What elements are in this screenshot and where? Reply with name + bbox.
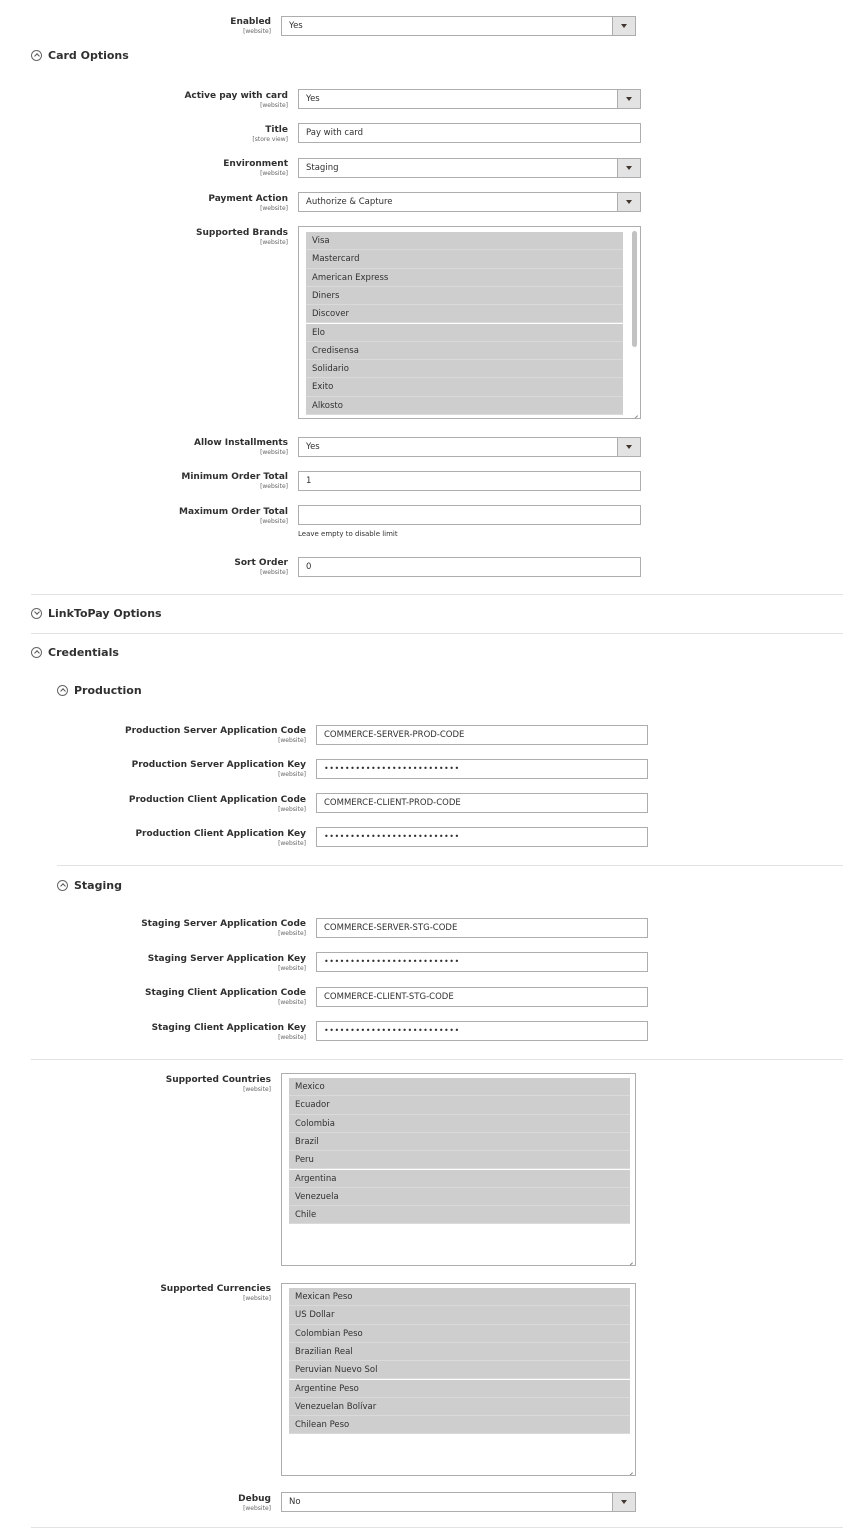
stg-server-key-input[interactable]	[316, 952, 648, 972]
linktopay-options-header[interactable]	[31, 607, 162, 621]
prod-client-key-value: ••••••••••••••••••••••••••	[324, 832, 460, 841]
divider	[31, 1527, 843, 1528]
stg-client-key-input[interactable]	[316, 1021, 648, 1041]
prod-client-key-input[interactable]	[316, 827, 648, 847]
active-pay-with-card-select[interactable]	[298, 89, 641, 109]
chevron-down-icon	[612, 1493, 635, 1511]
allow-installments-select[interactable]	[298, 437, 641, 457]
payment-action-label	[208, 194, 288, 214]
stg-server-code-label-text: Staging Server Application Code	[141, 919, 306, 929]
collapse-icon	[31, 647, 42, 658]
stg-client-key-value: ••••••••••••••••••••••••••	[324, 1026, 460, 1035]
min-order-total-label	[181, 472, 288, 492]
scope-website: [website]	[260, 483, 288, 490]
max-order-total-input[interactable]	[298, 505, 641, 525]
country-option[interactable]: Chile	[289, 1206, 630, 1224]
stg-server-code-input[interactable]	[316, 918, 648, 938]
scope-website: [website]	[260, 518, 288, 525]
max-order-total-label	[179, 507, 288, 527]
linktopay-title: LinkToPay Options	[48, 607, 162, 620]
expand-icon	[31, 608, 42, 619]
allow-installments-label	[194, 438, 288, 458]
currency-option[interactable]: Chilean Peso	[289, 1416, 630, 1434]
staging-title: Staging	[74, 879, 122, 892]
active-label-text: Active pay with card	[184, 91, 288, 101]
max-order-total-label-text: Maximum Order Total	[178, 507, 288, 517]
title-value: Pay with card	[306, 128, 364, 138]
scope-website: [website]	[278, 965, 306, 972]
title-input[interactable]	[298, 123, 641, 143]
environment-label-text: Environment	[223, 159, 288, 169]
collapse-icon	[57, 880, 68, 891]
scope-website: [website]	[243, 1505, 271, 1512]
scope-website: [website]	[243, 1086, 271, 1093]
brand-option[interactable]: Discover	[306, 305, 623, 323]
max-order-total-note: Leave empty to disable limit	[298, 530, 398, 538]
currency-option[interactable]: Colombian Peso	[289, 1325, 630, 1343]
sort-order-label	[234, 558, 288, 578]
brand-option[interactable]: American Express	[306, 269, 623, 287]
chevron-down-icon	[612, 17, 635, 35]
scope-website: [website]	[260, 239, 288, 246]
supported-countries-label-text: Supported Countries	[165, 1075, 271, 1085]
prod-server-key-label-text: Production Server Application Key	[131, 760, 306, 770]
stg-client-code-input[interactable]	[316, 987, 648, 1007]
payment-action-select[interactable]	[298, 192, 641, 212]
scrollbar-thumb[interactable]	[632, 231, 637, 347]
enabled-select[interactable]	[281, 16, 636, 36]
min-order-total-input[interactable]	[298, 471, 641, 491]
country-option[interactable]: Brazil	[289, 1133, 630, 1151]
scope-website: [website]	[260, 449, 288, 456]
prod-client-code-input[interactable]	[316, 793, 648, 813]
supported-currencies-label	[160, 1284, 271, 1304]
divider	[57, 865, 843, 866]
currency-option[interactable]: US Dollar	[289, 1306, 630, 1324]
sort-order-input[interactable]	[298, 557, 641, 577]
scope-store-view: [store view]	[252, 136, 288, 143]
allow-installments-label-text: Allow Installments	[194, 438, 288, 448]
scope-website: [website]	[278, 1034, 306, 1041]
debug-label	[238, 1494, 271, 1514]
prod-server-code-value: COMMERCE-SERVER-PROD-CODE	[324, 730, 465, 740]
scope-website: [website]	[278, 840, 306, 847]
debug-label-text: Debug	[238, 1494, 271, 1504]
resize-handle-icon[interactable]	[627, 1257, 634, 1264]
scope-website: [website]	[278, 737, 306, 744]
allow-installments-value: Yes	[306, 442, 320, 452]
brand-option[interactable]: Visa	[306, 232, 623, 250]
country-option[interactable]: Peru	[289, 1151, 630, 1169]
collapse-icon	[57, 685, 68, 696]
brand-option[interactable]: Exito	[306, 378, 623, 396]
enabled-label	[230, 17, 271, 37]
enabled-value: Yes	[289, 21, 303, 31]
currency-option[interactable]: Brazilian Real	[289, 1343, 630, 1361]
prod-client-code-label	[129, 795, 306, 815]
prod-server-key-label	[132, 760, 306, 780]
enabled-label-text: Enabled	[230, 17, 271, 27]
brand-option[interactable]: Diners	[306, 287, 623, 305]
debug-value: No	[289, 1497, 301, 1507]
prod-client-code-label-text: Production Client Application Code	[128, 795, 306, 805]
prod-client-key-label	[135, 829, 306, 849]
scope-website: [website]	[260, 569, 288, 576]
brand-option[interactable]: Credisensa	[306, 342, 623, 360]
chevron-down-icon	[617, 159, 640, 177]
environment-select[interactable]	[298, 158, 641, 178]
country-option[interactable]: Mexico	[289, 1078, 630, 1096]
chevron-down-icon	[617, 438, 640, 456]
resize-handle-icon[interactable]	[627, 1467, 634, 1474]
currency-option[interactable]: Mexican Peso	[289, 1288, 630, 1306]
prod-server-code-label-text: Production Server Application Code	[125, 726, 306, 736]
stg-server-code-label	[141, 919, 306, 939]
brand-option[interactable]: Elo	[306, 324, 623, 342]
payment-action-value: Authorize & Capture	[306, 197, 393, 207]
scope-website: [website]	[243, 28, 271, 35]
supported-brands-multiselect[interactable]	[298, 226, 641, 419]
supported-brands-label	[196, 228, 288, 248]
resize-handle-icon[interactable]	[632, 410, 639, 417]
title-label	[252, 125, 288, 145]
scope-website: [website]	[260, 170, 288, 177]
stg-client-code-label	[145, 988, 306, 1008]
credentials-header[interactable]	[31, 646, 119, 660]
payment-action-label-text: Payment Action	[208, 194, 288, 204]
environment-label	[223, 159, 288, 179]
scope-website: [website]	[278, 999, 306, 1006]
prod-client-code-value: COMMERCE-CLIENT-PROD-CODE	[324, 798, 461, 808]
scope-website: [website]	[278, 806, 306, 813]
stg-client-code-value: COMMERCE-CLIENT-STG-CODE	[324, 992, 454, 1002]
brand-option[interactable]: Alkosto	[306, 397, 623, 415]
country-option[interactable]: Venezuela	[289, 1188, 630, 1206]
prod-server-code-input[interactable]	[316, 725, 648, 745]
supported-currencies-label-text: Supported Currencies	[160, 1284, 271, 1294]
country-option[interactable]: Argentina	[289, 1170, 630, 1188]
scope-website: [website]	[260, 102, 288, 109]
divider	[31, 633, 843, 634]
prod-server-code-label	[125, 726, 306, 746]
stg-server-key-label	[148, 954, 306, 974]
divider	[31, 594, 843, 595]
supported-currencies-multiselect[interactable]	[281, 1283, 636, 1476]
collapse-icon	[31, 50, 42, 61]
scope-website: [website]	[260, 205, 288, 212]
stg-client-code-label-text: Staging Client Application Code	[145, 988, 306, 998]
production-header[interactable]	[57, 684, 142, 698]
staging-header[interactable]	[57, 879, 122, 893]
stg-server-key-label-text: Staging Server Application Key	[147, 954, 306, 964]
currency-option[interactable]: Peruvian Nuevo Sol	[289, 1361, 630, 1379]
card-options-title: Card Options	[48, 49, 129, 62]
prod-server-key-value: ••••••••••••••••••••••••••	[324, 764, 460, 773]
environment-value: Staging	[306, 163, 339, 173]
credentials-title: Credentials	[48, 646, 119, 659]
supported-countries-multiselect[interactable]	[281, 1073, 636, 1266]
divider	[31, 1059, 843, 1060]
currency-option[interactable]: Argentine Peso	[289, 1380, 630, 1398]
brand-option[interactable]: Solidario	[306, 360, 623, 378]
country-option[interactable]: Colombia	[289, 1115, 630, 1133]
min-order-total-label-text: Minimum Order Total	[181, 472, 288, 482]
supported-brands-label-text: Supported Brands	[196, 228, 288, 238]
country-option[interactable]: Ecuador	[289, 1096, 630, 1114]
production-title: Production	[74, 684, 142, 697]
scope-website: [website]	[278, 771, 306, 778]
sort-order-label-text: Sort Order	[234, 558, 288, 568]
scope-website: [website]	[243, 1295, 271, 1302]
prod-server-key-input[interactable]	[316, 759, 648, 779]
stg-server-code-value: COMMERCE-SERVER-STG-CODE	[324, 923, 458, 933]
card-options-header[interactable]	[31, 49, 129, 63]
currency-option[interactable]: Venezuelan Bolívar	[289, 1398, 630, 1416]
chevron-down-icon	[617, 193, 640, 211]
chevron-down-icon	[617, 90, 640, 108]
brand-option[interactable]: Mastercard	[306, 250, 623, 268]
stg-client-key-label	[152, 1023, 306, 1043]
scope-website: [website]	[278, 930, 306, 937]
stg-server-key-value: ••••••••••••••••••••••••••	[324, 957, 460, 966]
debug-select[interactable]	[281, 1492, 636, 1512]
title-label-text: Title	[265, 125, 288, 135]
prod-client-key-label-text: Production Client Application Key	[135, 829, 306, 839]
active-value: Yes	[306, 94, 320, 104]
sort-order-value: 0	[306, 562, 312, 572]
supported-countries-label	[166, 1075, 271, 1095]
min-order-total-value: 1	[306, 476, 312, 486]
stg-client-key-label-text: Staging Client Application Key	[151, 1023, 306, 1033]
active-label	[184, 91, 288, 111]
